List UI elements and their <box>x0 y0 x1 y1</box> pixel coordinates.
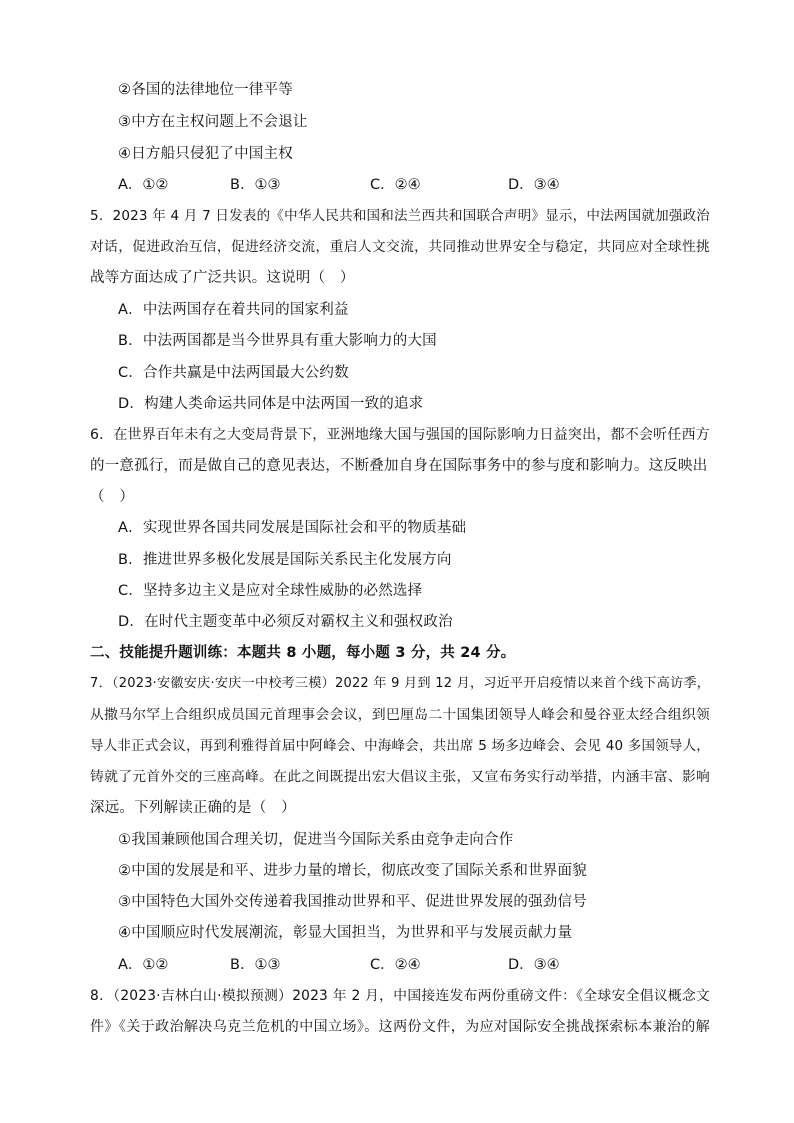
q7-choice-c: C．②④ <box>370 957 421 973</box>
q4-choice-a: A．①② <box>118 177 169 193</box>
q7-statement-3: ③中国特色大国外交传递着我国推动世界和平、促进世界发展的强劲信号 <box>118 894 587 910</box>
q7-stem-line-4: 铸就了元首外交的三座高峰。在此之间既提出宏大倡议主张，又宣布务实行动举措，内涵丰富、影响 <box>90 769 710 785</box>
q4-statement-3: ③中方在主权问题上不会退让 <box>118 114 308 130</box>
q7-stem-line-3: 导人非正式会议，再到利雅得首届中阿峰会、中海峰会，共出席 5 场多边峰会、会见 40 多国领导人， <box>90 738 710 754</box>
q6-stem-line-3: （ ） <box>90 489 135 505</box>
section-2-heading: 二、技能提升题训练：本题共 8 小题，每小题 3 分，共 24 分。 <box>90 645 516 661</box>
q4-statement-4: ④日方船只侵犯了中国主权 <box>118 146 293 162</box>
q6-option-c: C．坚持多边主义是应对全球性威胁的必然选择 <box>118 583 423 599</box>
q6-stem-line-2: 的一意孤行，而是做自己的意见表达，不断叠加自身在国际事务中的参与度和影响力。这反映出 <box>90 458 708 474</box>
q4-statement-2: ②各国的法律地位一律平等 <box>118 82 293 98</box>
q6-stem-line-1: 6．在世界百年未有之大变局背景下，亚洲地缘大国与强国的国际影响力日益突出，都不会听任西方 <box>90 427 710 443</box>
q4-choice-c: C．②④ <box>370 177 421 193</box>
q8-stem-line-2: 件》《关于政治解决乌克兰危机的中国立场》。这两份文件，为应对国际安全挑战探索标本兼治的解 <box>90 1019 710 1035</box>
q7-stem-line-5: 深远。下列解读正确的是（ ） <box>90 800 296 816</box>
q5-stem-line-3: 战等方面达成了广泛共识。这说明（ ） <box>90 270 355 286</box>
q5-option-d: D．构建人类命运共同体是中法两国一致的追求 <box>118 396 424 412</box>
q5-stem-line-1: 5．2023 年 4 月 7 日发表的《中华人民共和国和法兰西共和国联合声明》显示，中法两国就加强政治 <box>90 208 710 224</box>
q7-statement-2: ②中国的发展是和平、进步力量的增长，彻底改变了国际关系和世界面貌 <box>118 863 587 879</box>
q6-option-a: A．实现世界各国共同发展是国际社会和平的物质基础 <box>118 520 467 536</box>
q7-statement-1: ①我国兼顾他国合理关切，促进当今国际关系由竞争走向合作 <box>118 832 514 848</box>
q5-stem-line-2: 对话，促进政治互信，促进经济交流，重启人文交流，共同推动世界安全与稳定，共同应对全球性挑 <box>90 239 710 255</box>
q7-choice-a: A．①② <box>118 957 169 973</box>
q5-option-a: A．中法两国存在着共同的国家利益 <box>118 302 349 318</box>
q7-stem-line-1: 7．（2023·安徽安庆·安庆一中校考三模）2022 年 9 月到 12 月，习近平开启疫情以来首个线下高访季， <box>90 676 710 691</box>
q7-choices <box>118 955 598 975</box>
q4-choice-d: D．③④ <box>508 177 560 193</box>
q5-option-b: B．中法两国都是当今世界具有重大影响力的大国 <box>118 333 437 349</box>
q4-choice-b: B．①③ <box>230 177 281 193</box>
q8-stem-line-1: 8．（2023·吉林白山·模拟预测）2023 年 2 月，中国接连发布两份重磅文件：《全球安全倡议概念文 <box>90 988 710 1004</box>
q7-statement-4: ④中国顺应时代发展潮流，彰显大国担当，为世界和平与发展贡献力量 <box>118 925 573 941</box>
q6-option-b: B．推进世界多极化发展是国际关系民主化发展方向 <box>118 552 452 568</box>
q7-choice-b: B．①③ <box>230 957 281 973</box>
q4-choices <box>118 175 598 195</box>
q6-option-d: D．在时代主题变革中必须反对霸权主义和强权政治 <box>118 614 453 630</box>
q7-choice-d: D．③④ <box>508 957 560 973</box>
q7-stem-line-2: 从撒马尔罕上合组织成员国元首理事会会议，到巴厘岛二十国集团领导人峰会和曼谷亚太经合组织领 <box>90 707 710 723</box>
q5-option-c: C．合作共赢是中法两国最大公约数 <box>118 365 349 381</box>
